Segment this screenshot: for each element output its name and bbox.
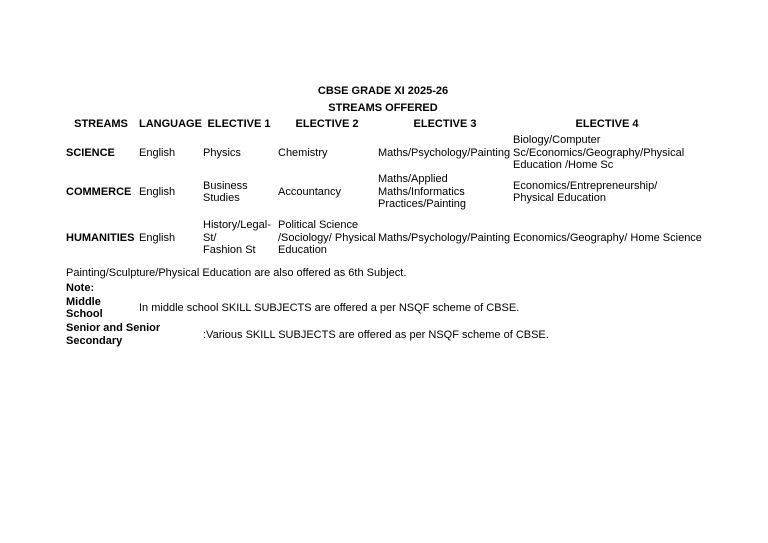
- elective4-science-line-2: Sc/Economics/Geography/Physical: [513, 147, 685, 159]
- note-label: Note:: [66, 282, 95, 294]
- header-language: LANGUAGE: [139, 118, 202, 130]
- language-commerce: English: [139, 186, 176, 198]
- elective1-humanities-line-3: Fashion St: [203, 244, 256, 256]
- stream-commerce: COMMERCE: [66, 186, 132, 198]
- elective4-humanities: Economics/Geography/ Home Science: [513, 232, 702, 244]
- page-subtitle: STREAMS OFFERED: [328, 102, 438, 114]
- sixth-subject-note: Painting/Sculpture/Physical Education are also offered as 6th Subject.: [66, 267, 407, 279]
- language-science: English: [139, 147, 176, 159]
- elective4-commerce-line-2: Physical Education: [513, 192, 606, 204]
- middle-school-label-line-1: Middle: [66, 296, 101, 308]
- elective4-commerce-line-1: Economics/Entrepreneurship/: [513, 180, 658, 192]
- senior-label-line-1: Senior and Senior: [66, 322, 161, 334]
- elective2-science: Chemistry: [278, 147, 328, 159]
- senior-label-line-2: Secondary: [66, 335, 123, 347]
- elective3-humanities: Maths/Psychology/Painting: [378, 232, 511, 244]
- middle-school-text: In middle school SKILL SUBJECTS are offered a per NSQF scheme of CBSE.: [139, 302, 520, 314]
- elective1-humanities-line-2: St/: [203, 232, 217, 244]
- elective3-commerce-line-2: Maths/Informatics: [378, 186, 465, 198]
- elective3-science: Maths/Psychology/Painting: [378, 147, 511, 159]
- elective1-commerce-line-2: Studies: [203, 192, 240, 204]
- header-elective-3: ELECTIVE 3: [413, 118, 477, 130]
- middle-school-label-line-2: School: [66, 308, 103, 320]
- language-humanities: English: [139, 232, 176, 244]
- stream-science: SCIENCE: [66, 147, 115, 159]
- elective4-science-line-3: Education /Home Sc: [513, 159, 614, 171]
- elective2-humanities-line-1: Political Science: [278, 219, 359, 231]
- elective1-science: Physics: [203, 147, 241, 159]
- elective3-commerce-line-1: Maths/Applied: [378, 173, 448, 185]
- header-elective-1: ELECTIVE 1: [207, 118, 271, 130]
- elective2-humanities-line-2: /Sociology/ Physical: [278, 232, 376, 244]
- elective2-commerce: Accountancy: [278, 186, 341, 198]
- elective1-humanities-line-1: History/Legal-: [203, 219, 271, 231]
- senior-text: :Various SKILL SUBJECTS are offered as per NSQF scheme of CBSE.: [203, 329, 549, 341]
- header-elective-4: ELECTIVE 4: [575, 118, 639, 130]
- elective3-commerce-line-3: Practices/Painting: [378, 198, 467, 210]
- elective2-humanities-line-3: Education: [278, 244, 327, 256]
- elective4-science-line-1: Biology/Computer: [513, 134, 601, 146]
- page-title: CBSE GRADE XI 2025-26: [317, 85, 449, 97]
- header-streams: STREAMS: [74, 118, 128, 130]
- elective1-commerce-line-1: Business: [203, 180, 248, 192]
- stream-humanities: HUMANITIES: [66, 232, 135, 244]
- header-elective-2: ELECTIVE 2: [295, 118, 359, 130]
